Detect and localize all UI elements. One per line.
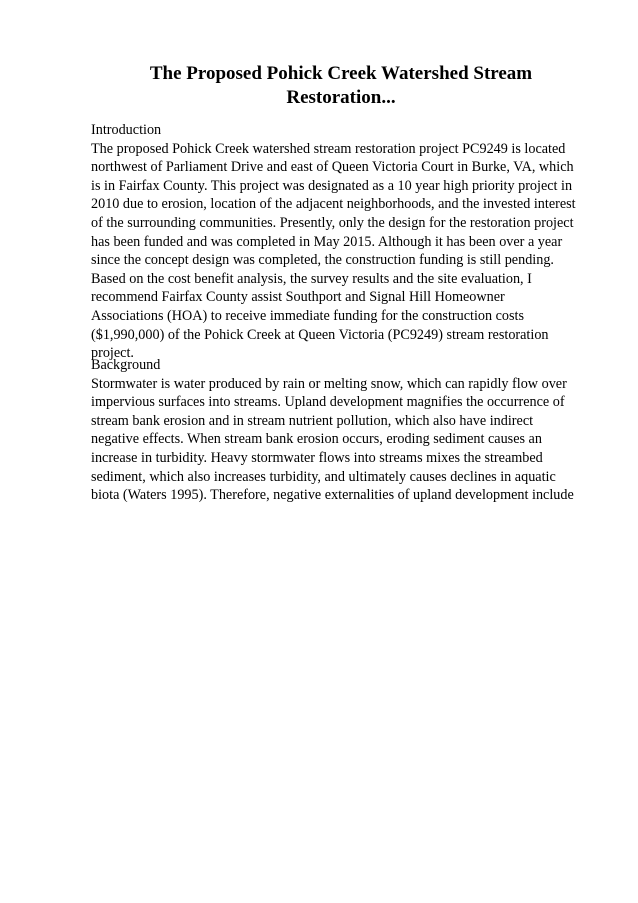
text-line: negative effects. When stream bank erosion occurs, eroding sediment causes an bbox=[91, 431, 542, 448]
section-background bbox=[91, 356, 596, 505]
section-introduction bbox=[91, 121, 596, 363]
text-line: Based on the cost benefit analysis, the survey results and the site evaluation, I bbox=[91, 270, 532, 287]
text-line: 2010 due to erosion, location of the adjacent neighborhoods, and the invested interest bbox=[91, 196, 576, 213]
text-line: of the surrounding communities. Presently, only the design for the restoration project bbox=[91, 214, 574, 231]
text-line: impervious surfaces into streams. Upland development magnifies the occurrence of bbox=[91, 394, 565, 411]
text-line: sediment, which also increases turbidity, and ultimately causes declines in aquatic bbox=[91, 468, 556, 485]
text-line: recommend Fairfax County assist Southport and Signal Hill Homeowner bbox=[91, 289, 505, 306]
text-line: since the concept design was completed, the construction funding is still pending. bbox=[91, 252, 554, 269]
text-line: Stormwater is water produced by rain or melting snow, which can rapidly flow over bbox=[91, 375, 567, 392]
text-line: The proposed Pohick Creek watershed stream restoration project PC9249 is located bbox=[91, 140, 566, 157]
section-body bbox=[91, 375, 596, 505]
text-line: biota (Waters 1995). Therefore, negative externalities of upland development include bbox=[91, 487, 574, 504]
title-line: The Proposed Pohick Creek Watershed Stream bbox=[149, 63, 533, 84]
section-heading: Introduction bbox=[91, 122, 162, 138]
title-line: Restoration... bbox=[286, 87, 396, 108]
text-line: northwest of Parliament Drive and east of Queen Victoria Court in Burke, VA, which bbox=[91, 159, 574, 176]
text-line: increase in turbidity. Heavy stormwater flows into streams mixes the streambed bbox=[91, 449, 543, 466]
text-line: is in Fairfax County. This project was designated as a 10 year high priority project in bbox=[91, 177, 573, 194]
text-line: ($1,990,000) of the Pohick Creek at Queen Victoria (PC9249) stream restoration bbox=[91, 326, 549, 343]
text-line: has been funded and was completed in May 2015. Although it has been over a year bbox=[91, 233, 563, 250]
text-line: Associations (HOA) to receive immediate funding for the construction costs bbox=[91, 307, 525, 324]
text-line: stream bank erosion and in stream nutrient pollution, which also have indirect bbox=[91, 412, 534, 429]
text-line: project. bbox=[91, 345, 134, 362]
document-title bbox=[100, 62, 582, 110]
section-body bbox=[91, 140, 596, 363]
section-heading: Background bbox=[91, 357, 161, 373]
